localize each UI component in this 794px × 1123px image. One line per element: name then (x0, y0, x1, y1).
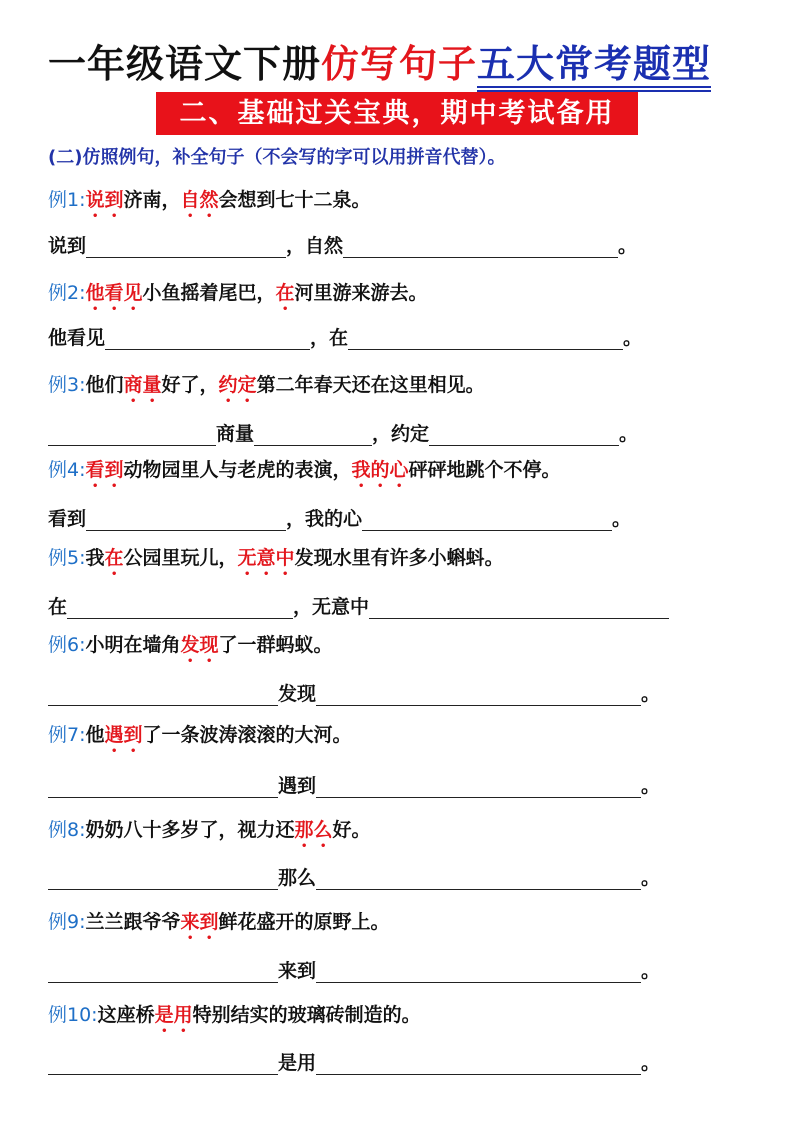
example-label: 例2: (48, 282, 86, 304)
example-sentence (48, 907, 390, 944)
prompt-text: 商量 (216, 423, 255, 445)
example-label: 例8: (48, 819, 86, 841)
prompt-text: 是用 (278, 1052, 317, 1074)
prompt-text: 。 (623, 327, 643, 349)
fill-in-sentence (48, 322, 642, 350)
fill-in-sentence (48, 770, 660, 798)
answer-blank[interactable] (362, 508, 612, 531)
example-sentence (48, 543, 504, 580)
fill-in-sentence (48, 503, 631, 531)
fill-in-sentence (48, 591, 669, 619)
prompt-text: 他看见 (48, 327, 106, 349)
example-label: 例1: (48, 189, 86, 211)
prompt-text: 说到 (48, 235, 87, 257)
example-label: 例3: (48, 374, 86, 396)
fill-in-sentence (48, 418, 638, 446)
example-sentence (48, 630, 333, 667)
keyword-highlight: 约定 (218, 374, 257, 396)
prompt-text: ，无意中 (293, 596, 370, 618)
prompt-text: 。 (618, 235, 638, 257)
example-sentence (48, 370, 485, 407)
answer-blank[interactable] (316, 1052, 641, 1075)
sentence-text: 他们 (85, 374, 124, 396)
answer-blank[interactable] (316, 867, 641, 890)
sentence-text: 公园里玩儿， (123, 547, 238, 569)
sentence-text: 他 (85, 724, 105, 746)
example-sentence (48, 1000, 421, 1037)
answer-blank[interactable] (48, 423, 216, 446)
answer-blank[interactable] (48, 683, 278, 706)
keyword-highlight: 自然 (180, 189, 219, 211)
answer-blank[interactable] (48, 960, 278, 983)
prompt-text: 。 (641, 960, 661, 982)
prompt-text: 在 (48, 596, 68, 618)
answer-blank[interactable] (48, 867, 278, 890)
example-label: 例5: (48, 547, 86, 569)
prompt-text: ，约定 (372, 423, 430, 445)
fill-in-sentence (48, 862, 660, 890)
answer-blank[interactable] (429, 423, 619, 446)
answer-blank[interactable] (369, 596, 669, 619)
sentence-text: 了一条波涛滚滚的大河。 (142, 724, 352, 746)
title-part-grade: 一年级语文下册 (48, 42, 322, 86)
keyword-highlight: 来到 (180, 911, 219, 933)
fill-in-sentence (48, 1047, 660, 1075)
answer-blank[interactable] (316, 960, 641, 983)
answer-blank[interactable] (48, 1052, 278, 1075)
prompt-text: 。 (641, 775, 661, 797)
prompt-text: ，我的心 (286, 508, 363, 530)
keyword-highlight: 商量 (123, 374, 162, 396)
keyword-highlight: 发现 (180, 634, 219, 656)
prompt-text: 。 (612, 508, 632, 530)
keyword-highlight: 无意中 (237, 547, 295, 569)
keyword-highlight: 在 (104, 547, 124, 569)
keyword-highlight: 说到 (85, 189, 124, 211)
answer-blank[interactable] (254, 423, 372, 446)
prompt-text: ，自然 (286, 235, 344, 257)
keyword-highlight: 在 (275, 282, 295, 304)
sentence-text: 特别结实的玻璃砖制造的。 (192, 1004, 421, 1026)
sentence-text: 好。 (332, 819, 371, 841)
answer-blank[interactable] (48, 775, 278, 798)
answer-blank[interactable] (86, 508, 286, 531)
instruction-text: (二)仿照例句，补全句子（不会写的字可以用拼音代替）。 (48, 147, 506, 168)
prompt-text: 遇到 (278, 775, 317, 797)
answer-blank[interactable] (348, 327, 623, 350)
example-sentence (48, 720, 352, 757)
title-part-types: 五大常考题型 (477, 42, 711, 92)
title-part-topic: 仿写句子 (321, 42, 478, 86)
sentence-text: 好了， (161, 374, 219, 396)
sentence-text: 奶奶八十多岁了，视力还 (85, 819, 295, 841)
sentence-text: 会想到七十二泉。 (218, 189, 371, 211)
sentence-text: 这座桥 (97, 1004, 155, 1026)
sentence-text: 动物园里人与老虎的表演， (123, 459, 352, 481)
answer-blank[interactable] (105, 327, 310, 350)
prompt-text: 。 (619, 423, 639, 445)
sentence-text: 了一群蚂蚁。 (218, 634, 333, 656)
prompt-text: 。 (641, 683, 661, 705)
sentence-text: 鲜花盛开的原野上。 (218, 911, 390, 933)
keyword-highlight: 他看见 (85, 282, 143, 304)
fill-in-sentence (48, 230, 637, 258)
fill-in-sentence (48, 678, 660, 706)
example-label: 例7: (48, 724, 86, 746)
keyword-highlight: 是用 (154, 1004, 193, 1026)
sentence-text: 我 (85, 547, 105, 569)
prompt-text: 。 (641, 1052, 661, 1074)
prompt-text: 。 (641, 867, 661, 889)
keyword-highlight: 遇到 (104, 724, 143, 746)
example-label: 例9: (48, 911, 86, 933)
answer-blank[interactable] (316, 683, 641, 706)
sentence-text: 兰兰跟爷爷 (85, 911, 181, 933)
example-label: 例4: (48, 459, 86, 481)
example-sentence (48, 278, 428, 315)
prompt-text: ，在 (310, 327, 349, 349)
example-sentence (48, 455, 561, 492)
sentence-text: 砰砰地跳个不停。 (408, 459, 561, 481)
answer-blank[interactable] (316, 775, 641, 798)
sentence-text: 发现水里有许多小蝌蚪。 (294, 547, 504, 569)
prompt-text: 那么 (278, 867, 317, 889)
example-sentence (48, 185, 371, 222)
keyword-highlight: 我的心 (351, 459, 409, 481)
answer-blank[interactable] (67, 596, 293, 619)
sentence-text: 小鱼摇着尾巴， (142, 282, 276, 304)
answer-blank[interactable] (86, 235, 286, 258)
section-banner: 二、基础过关宝典，期中考试备用 (156, 92, 638, 135)
sentence-text: 河里游来游去。 (294, 282, 428, 304)
example-label: 例6: (48, 634, 86, 656)
answer-blank[interactable] (343, 235, 618, 258)
example-sentence (48, 815, 371, 852)
prompt-text: 发现 (278, 683, 317, 705)
fill-in-sentence (48, 955, 660, 983)
prompt-text: 来到 (278, 960, 317, 982)
sentence-text: 小明在墙角 (85, 634, 181, 656)
page-title (48, 38, 711, 90)
keyword-highlight: 看到 (85, 459, 124, 481)
keyword-highlight: 那么 (294, 819, 333, 841)
sentence-text: 第二年春天还在这里相见。 (256, 374, 485, 396)
prompt-text: 看到 (48, 508, 87, 530)
sentence-text: 济南， (123, 189, 181, 211)
example-label: 例10: (48, 1004, 98, 1026)
